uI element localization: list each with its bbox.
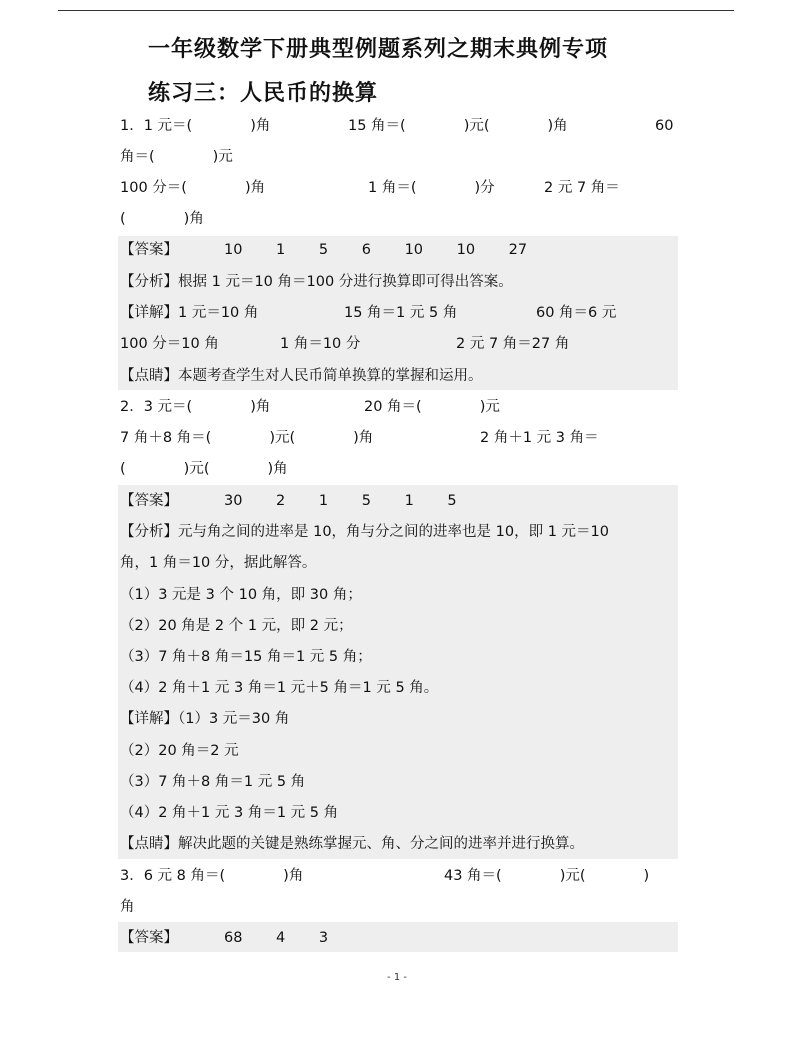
q1-point: 【点睛】本题考查学生对人民币简单换算的掌握和运用。 [120, 368, 483, 384]
q1-detail-a: 【详解】1 元＝10 角 [120, 305, 259, 321]
q1-part-a: 1．1 元＝( )角 [120, 118, 271, 134]
q3-part-b: 43 角＝( )元( ) [444, 868, 650, 884]
q2-detail-2: （2）20 角＝2 元 [120, 743, 239, 759]
q2-point: 【点睛】解决此题的关键是熟练掌握元、角、分之间的进率并进行换算。 [120, 836, 584, 852]
q1-detail-f: 2 元 7 角＝27 角 [456, 336, 570, 352]
q1-answer-values: 10 1 5 6 10 10 27 [224, 242, 528, 258]
q1-answer-label: 【答案】 [120, 242, 178, 258]
q2-step-4: （4）2 角＋1 元 3 角＝1 元＋5 角＝1 元 5 角。 [120, 680, 439, 696]
q1-part-c: 60 [655, 118, 674, 134]
q2-answer-values: 30 2 1 5 1 5 [224, 493, 457, 509]
q1-part-b: 15 角＝( )元( )角 [348, 118, 568, 134]
page-title: 一年级数学下册典型例题系列之期末典例专项 [148, 37, 609, 62]
q1-part-f: 2 元 7 角＝ [544, 180, 620, 196]
q2-step-2: （2）20 角是 2 个 1 元，即 2 元； [120, 618, 353, 634]
q1-part-e: 1 角＝( )分 [368, 180, 495, 196]
q2-analysis-2: 角，1 角＝10 分，据此解答。 [120, 555, 317, 571]
q3-answer-label: 【答案】 [120, 930, 178, 946]
q2-step-3: （3）7 角＋8 角＝15 角＝1 元 5 角； [120, 649, 372, 665]
header-rule [58, 10, 734, 11]
q1-detail-e: 1 角＝10 分 [280, 336, 361, 352]
q3-part-a: 3．6 元 8 角＝( )角 [120, 868, 304, 884]
q1-detail-c: 60 角＝6 元 [536, 305, 617, 321]
page-number: - 1 - [387, 972, 407, 983]
q2-step-1: （1）3 元是 3 个 10 角，即 30 角； [120, 587, 362, 603]
q2-part-b: 20 角＝( )元 [364, 399, 500, 415]
q2-part-d: 2 角＋1 元 3 角＝ [480, 430, 599, 446]
q2-answer-label: 【答案】 [120, 493, 178, 509]
q1-detail-b: 15 角＝1 元 5 角 [344, 305, 458, 321]
q2-part-c: 7 角＋8 角＝( )元( )角 [120, 430, 374, 446]
q1-detail-d: 100 分＝10 角 [120, 336, 219, 352]
q1-part-f-cont: ( )角 [120, 211, 204, 227]
page-subtitle: 练习三：人民币的换算 [148, 81, 379, 106]
q3-part-b-cont: 角 [120, 899, 135, 915]
q2-part-d-cont: ( )元( )角 [120, 461, 288, 477]
q2-part-a: 2．3 元＝( )角 [120, 399, 271, 415]
q1-part-c-cont: 角＝( )元 [120, 149, 233, 165]
q1-part-d: 100 分＝( )角 [120, 180, 266, 196]
q2-detail-4: （4）2 角＋1 元 3 角＝1 元 5 角 [120, 805, 339, 821]
q1-analysis: 【分析】根据 1 元＝10 角＝100 分进行换算即可得出答案。 [120, 274, 513, 290]
q2-detail-3: （3）7 角＋8 角＝1 元 5 角 [120, 774, 306, 790]
q2-analysis-1: 【分析】元与角之间的进率是 10，角与分之间的进率也是 10，即 1 元＝10 [120, 524, 610, 540]
q2-detail-1: 【详解】（1）3 元＝30 角 [120, 711, 290, 727]
q3-answer-values: 68 4 3 [224, 930, 329, 946]
answer-block-3 [118, 922, 678, 952]
